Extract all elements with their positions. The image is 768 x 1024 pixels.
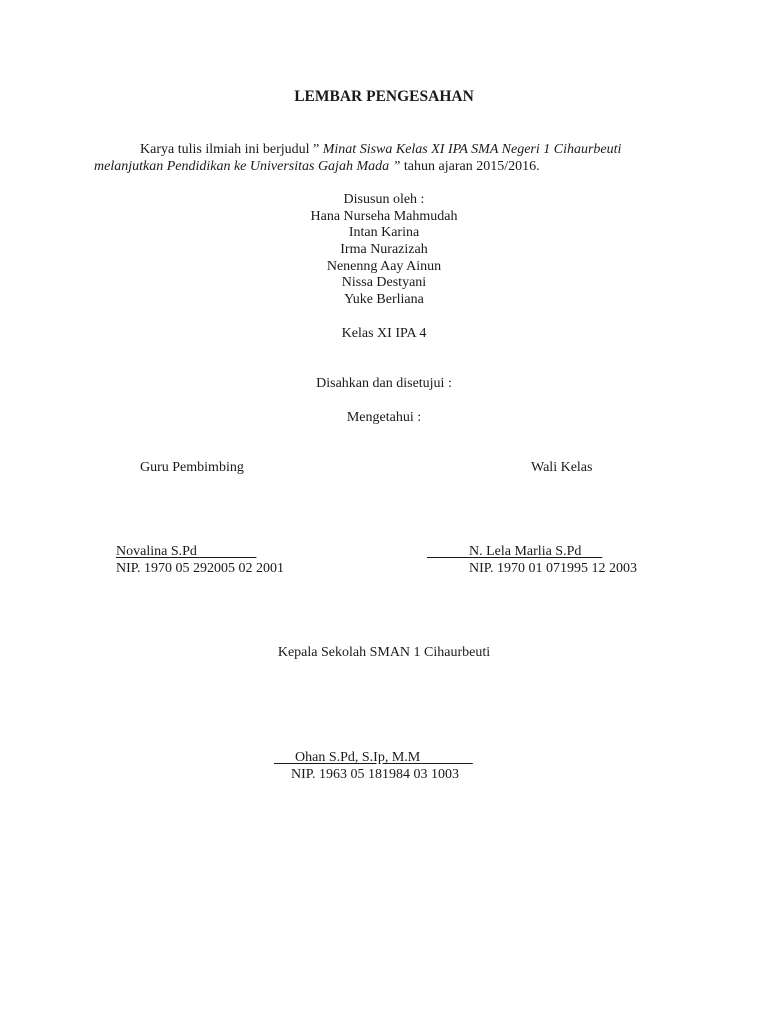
author-name: Nissa Destyani	[341, 275, 427, 290]
author-name: Hana Nurseha Mahmudah	[310, 209, 458, 224]
left-signatory-nip: NIP. 1970 05 292005 02 2001	[116, 561, 285, 576]
author-name: Nenenng Aay Ainun	[326, 259, 442, 274]
author-name: Yuke Berliana	[344, 292, 424, 307]
principal-role: Kepala Sekolah SMAN 1 Cihaurbeuti	[277, 645, 491, 660]
intro-title-part-2: melanjutkan Pendidikan ke Universitas Gajah Mada ”	[94, 159, 401, 174]
authors-heading: Disusun oleh :	[343, 192, 425, 207]
page-title: LEMBAR PENGESAHAN	[294, 88, 474, 105]
right-signatory-role: Wali Kelas	[531, 460, 593, 475]
principal-nip: NIP. 1963 05 181984 03 1003	[291, 767, 460, 782]
intro-title-part-1: Minat Siswa Kelas XI IPA SMA Negeri 1 Cihaurbeuti	[322, 142, 622, 157]
left-signatory-name: Novalina S.Pd	[116, 544, 257, 559]
author-name: Intan Karina	[348, 225, 420, 240]
intro-year-text: tahun ajaran 2015/2016.	[400, 159, 540, 174]
left-signatory-role: Guru Pembimbing	[140, 460, 244, 475]
intro-line-1	[140, 142, 621, 158]
class-label: Kelas XI IPA 4	[341, 326, 427, 341]
right-signatory-name: N. Lela Marlia S.Pd	[427, 544, 603, 559]
author-name: Irma Nurazizah	[340, 242, 428, 257]
intro-line-2	[94, 159, 540, 175]
principal-name: Ohan S.Pd, S.Ip, M.M	[274, 750, 473, 765]
approval-text: Disahkan dan disetujui :	[316, 376, 452, 391]
intro-text: Karya tulis ilmiah ini berjudul ”	[140, 142, 323, 157]
right-signatory-nip: NIP. 1970 01 071995 12 2003	[469, 561, 638, 576]
acknowledged-text: Mengetahui :	[346, 410, 422, 425]
